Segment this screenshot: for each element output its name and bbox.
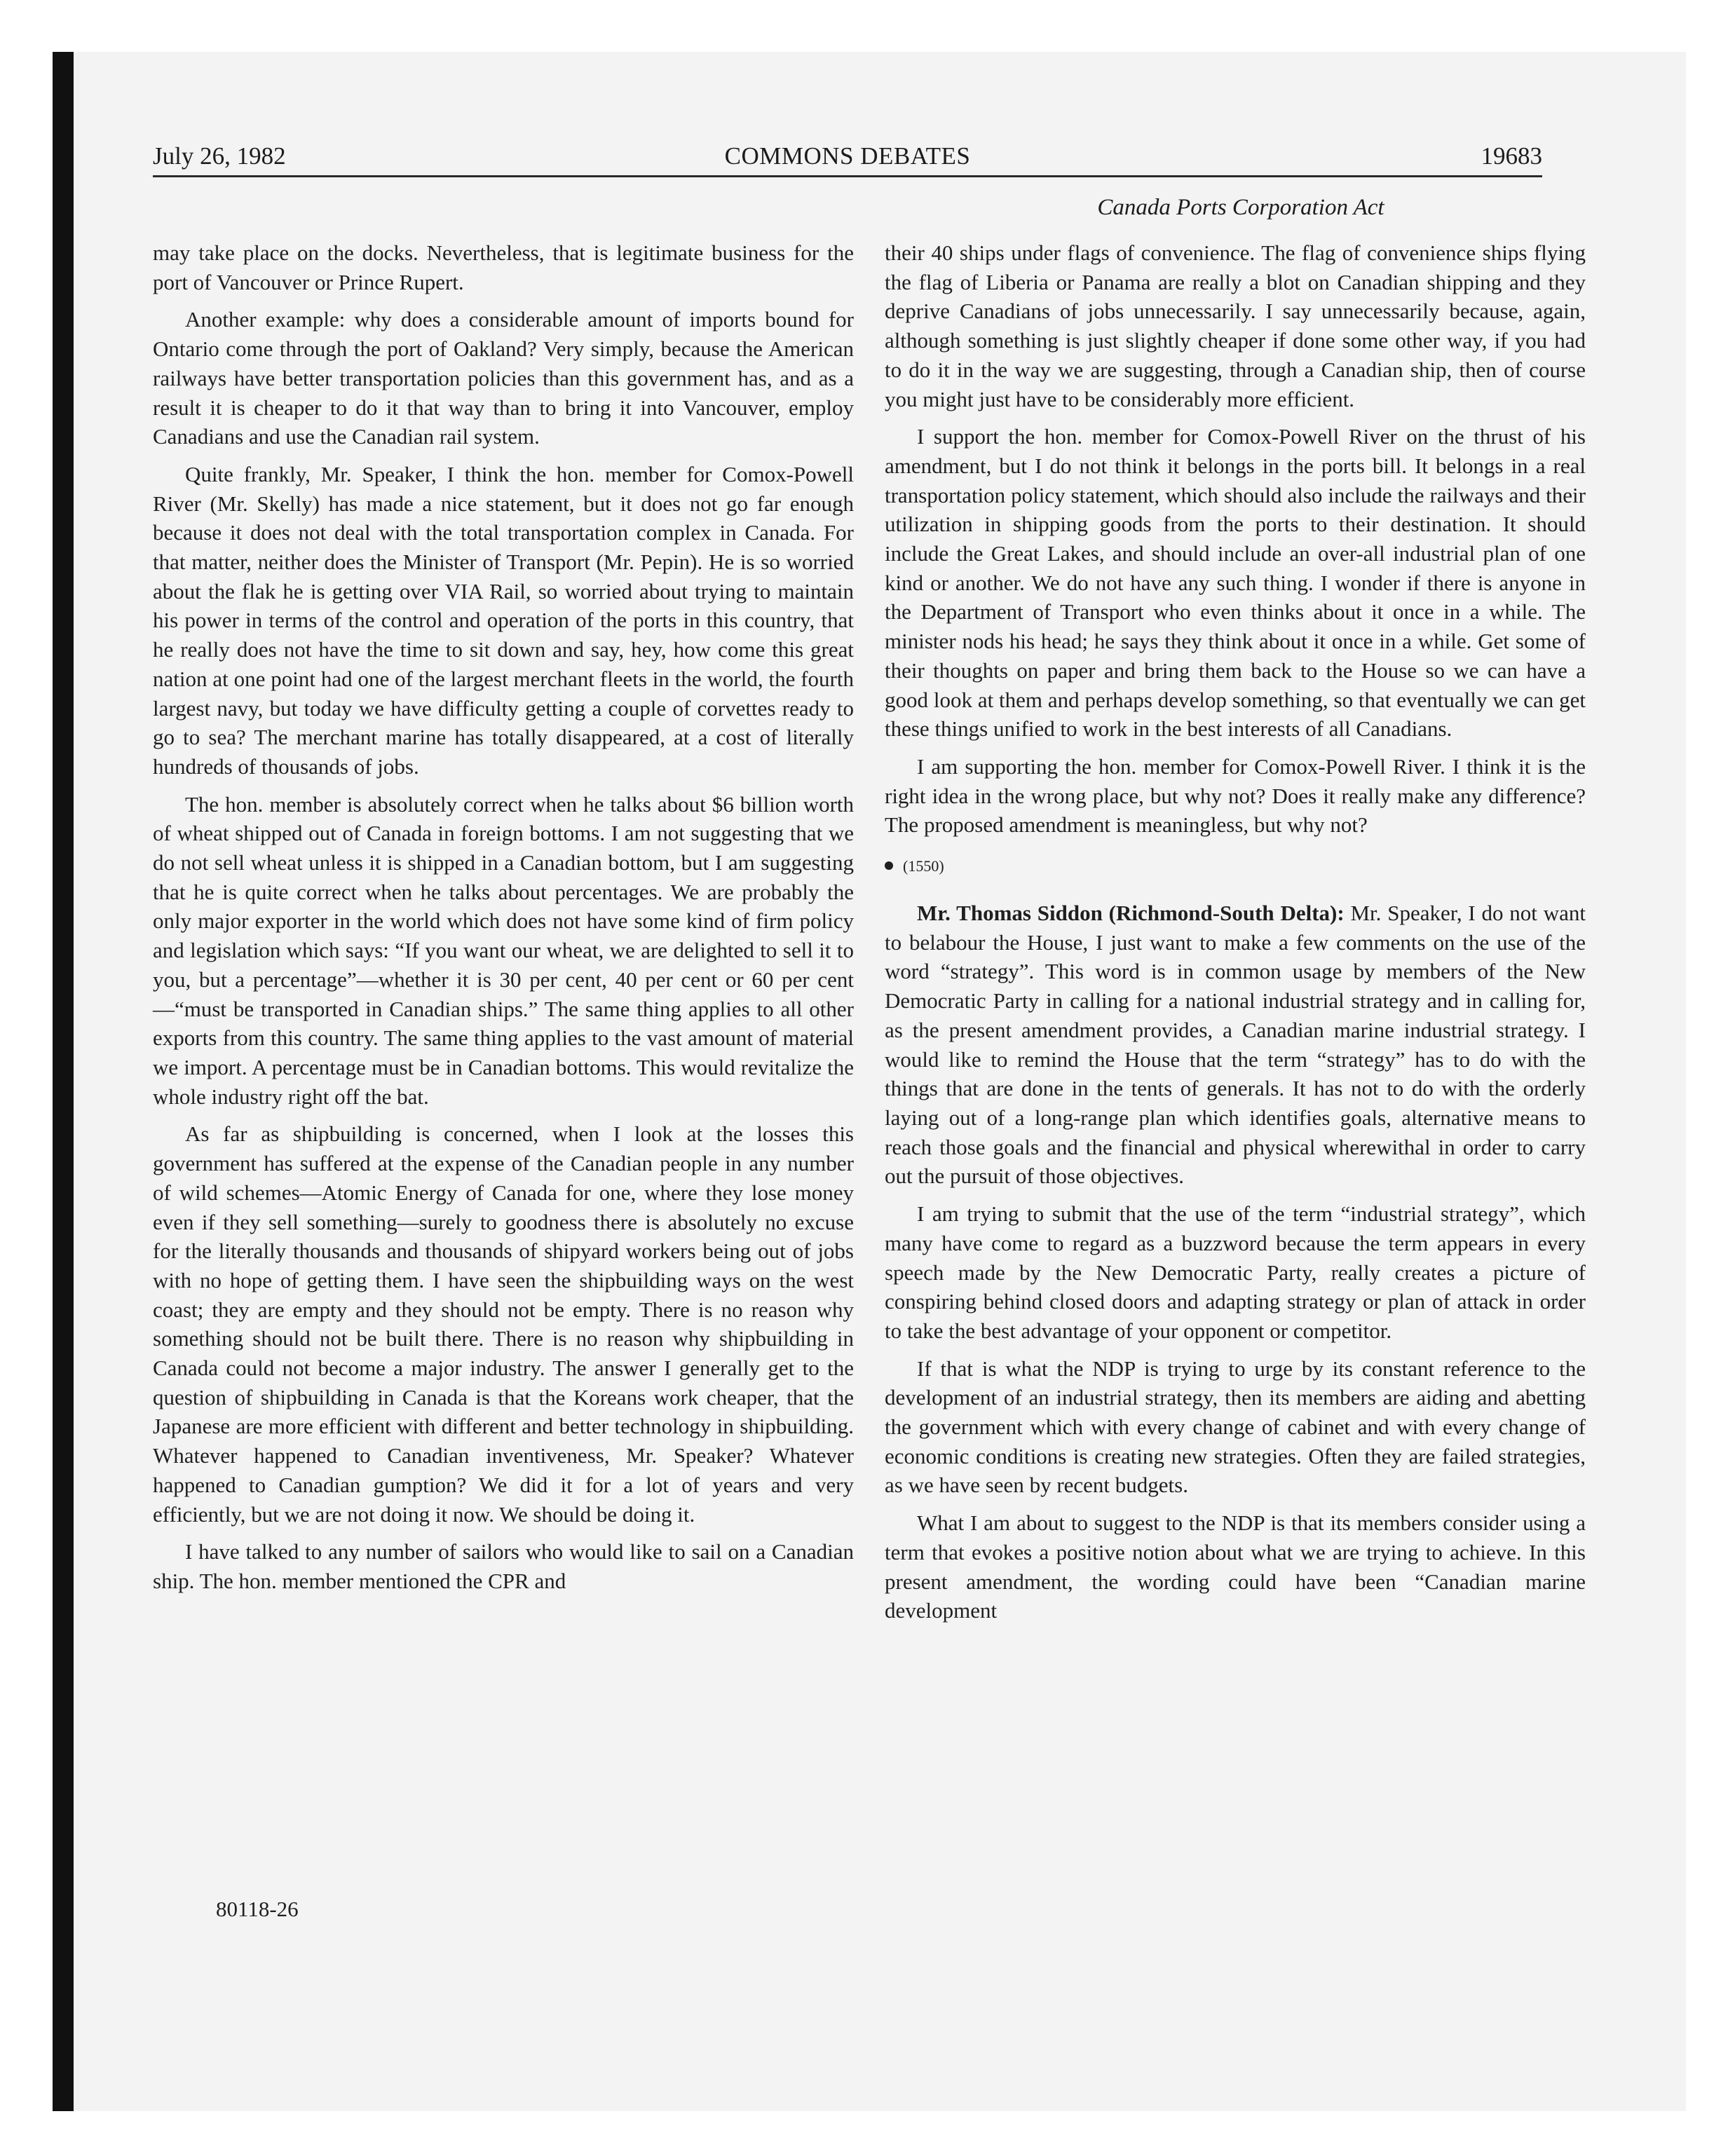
header-publication-title: COMMONS DEBATES [724,142,971,170]
scan-binding-edge [53,52,74,2111]
right-column [885,238,1586,1634]
paragraph: The hon. member is absolutely correct when he talks about $6 billion worth of wheat shipped out of Canada in foreign bottoms. I am not suggesting that we do not sell wheat unless it is shipped in a Canadian bottom, but I am suggesting that he is quite correct when he talks about percentages. We are probably the only major exporter in the world which does not have some kind of firm policy and legislation which says: “If you want our wheat, we are delighted to sell it to you, but a percentage”—whether it is 30 per cent, 40 per cent or 60 per cent—“must be transported in Canadian ships.” The same thing applies to all other exports from this country. The same thing applies to the vast amount of material we import. A percentage must be in Canadian bottoms. This would revitalize the whole industry right off the bat. [153,791,854,1109]
header-date: July 26, 1982 [153,142,286,170]
paragraph: may take place on the docks. Nevertheless, that is legitimate business for the port of Vancouver or Prince Rupert. [153,240,854,294]
paragraph: If that is what the NDP is trying to urge by its constant reference to the development of an industrial strategy, then its members are aiding and abetting the government which with every change of cabinet and with every change of economic conditions is creating new strategies. Often they are failed strategies, as we have seen by recent budgets. [885,1356,1586,1498]
paragraph: their 40 ships under flags of convenience. The flag of convenience ships flying the flag of Liberia or Panama are really a blot on Canadian shipping and they deprive Canadians of jobs unnecessarily. I say unnecessarily because, again, although something is just slightly cheaper if done some other way, if you had to do it in the way we are suggesting, through a Canadian ship, then of course you might just have to be considerably more efficient. [885,240,1586,411]
time-marker [885,852,1586,880]
running-header [153,142,1542,176]
header-page-number: 19683 [1481,142,1542,170]
footer-print-code: 80118-26 [216,1897,299,1921]
paragraph: What I am about to suggest to the NDP is that its members consider using a term that evokes a positive notion about what we are trying to achieve. In this present amendment, the wording could have been “Canadian marine development [885,1510,1586,1623]
time-marker-text: (1550) [903,857,944,875]
header-rule [153,175,1542,177]
paragraph: Quite frankly, Mr. Speaker, I think the hon. member for Comox-Powell River (Mr. Skelly) has made a nice statement, but it does not go far enough because it does not deal with the total transportation complex in Canada. For that matter, neither does the Minister of Transport (Mr. Pepin). He is so worried about the flak he is getting over VIA Rail, so worried about trying to maintain his power in terms of the control and operation of the ports in this country, that he really does not have the time to sit down and say, hey, how come this great nation at one point had one of the largest merchant fleets in the world, the fourth largest navy, but today we have difficulty getting a couple of corvettes ready to go to sea? The merchant marine has totally disappeared, at a cost of literally hundreds of thousands of jobs. [153,461,854,779]
bullet-icon [885,861,893,870]
speaker-opening-text: Mr. Speaker, I do not want to belabour the House, I just want to make a few comments on the use of the word “strategy”. This word is in common usage by members of the New Democratic Party in calling for a national industrial strategy and in calling for, as the present amendment provides, a Canadian marine industrial strategy. I would like to remind the House that the term “strategy” has to do with the things that are done in the tents of generals. It has not to do with the orderly laying out of a long-range plan which identifies goals, alternative means to reach those goals and the financial and physical wherewithal in order to carry out the pursuit of those objectives. [885,901,1586,1189]
paragraph: I am supporting the hon. member for Comox-Powell River. I think it is the right idea in the wrong place, but why not? Does it really make any difference? The proposed amendment is meaningless, but why not? [885,753,1586,838]
paragraph: As far as shipbuilding is concerned, when I look at the losses this government has suffered at the expense of the Canadian people in any number of wild schemes—Atomic Energy of Canada for one, where they lose money even if they sell something—surely to goodness there is absolutely no excuse for the literally thousands and thousands of shipyard workers being out of jobs with no hope of getting them. I have seen the shipbuilding ways on the west coast; they are empty and they should not be empty. There is no reason why something should not be built there. There is no reason why shipbuilding in Canada could not become a major industry. The answer I generally get to the question of shipbuilding in Canada is that the Koreans work cheaper, that the Japanese are more efficient with different and better technology in shipbuilding. Whatever happened to Canadian inventiveness, Mr. Speaker? Whatever happened to Canadian gumption? We did it for a lot of years and very efficiently, but we are not doing it now. We should be doing it. [153,1121,854,1527]
speaker-name: Mr. Thomas Siddon (Richmond-South Delta): [917,901,1345,926]
left-column [153,238,854,1604]
paragraph: Another example: why does a considerable amount of imports bound for Ontario come through the port of Oakland? Very simply, because the American railways have better transportation policies than this government has, and as a result it is cheaper to do it that way than to bring it into Vancouver, employ Canadians and use the Canadian rail system. [153,307,854,449]
section-title: Canada Ports Corporation Act [1097,195,1384,220]
paragraph: I am trying to submit that the use of the term “industrial strategy”, which many have come to regard as a buzzword because the term appears in every speech made by the New Democratic Party, really creates a picture of conspiring behind closed doors and adapting strategy or plan of attack in order to take the best advantage of your opponent or competitor. [885,1201,1586,1343]
paragraph: I have talked to any number of sailors who would like to sail on a Canadian ship. The hon. member mentioned the CPR and [153,1539,854,1593]
paragraph: I support the hon. member for Comox-Powell River on the thrust of his amendment, but I do not think it belongs in the ports bill. It belongs in a real transportation policy statement, which should also include the railways and their utilization in shipping goods from the ports to their destination. It should include the Great Lakes, and should include an over-all industrial plan of one kind or another. We do not have any such thing. I wonder if there is anyone in the Department of Transport who even thinks about it once in a while. The minister nods his head; he says they think about it once in a while. Get some of their thoughts on paper and bring them back to the House so we can have a good look at them and perhaps develop something, so that eventually we can get these things unified to work in the best interests of all Canadians. [885,424,1586,742]
speaker-paragraph [885,899,1586,1191]
